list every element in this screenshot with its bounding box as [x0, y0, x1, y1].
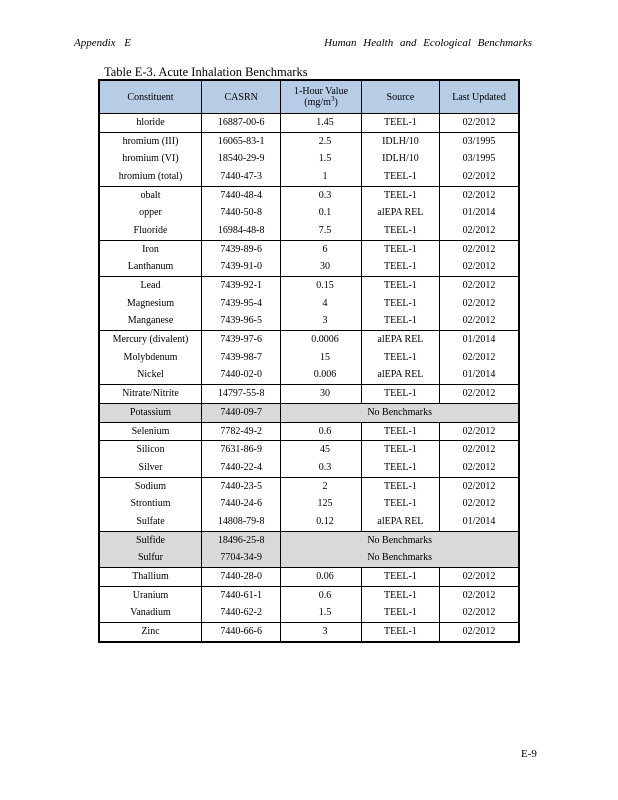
- cell-updated: 02/2012: [440, 240, 519, 258]
- cell-value: 0.3: [281, 459, 361, 477]
- cell-updated: 01/2014: [440, 367, 519, 385]
- cell-casrn: 7439-98-7: [201, 349, 280, 367]
- col-header-constituent: Constituent: [99, 80, 201, 114]
- table-row: [99, 550, 519, 568]
- cell-value: 1: [281, 168, 361, 186]
- cell-source: IDLH/10: [361, 150, 439, 168]
- cell-updated: 02/2012: [440, 295, 519, 313]
- cell-value: 0.15: [281, 277, 361, 295]
- cell-casrn: 7439-91-0: [201, 259, 280, 277]
- cell-constituent: Iron: [99, 240, 201, 258]
- acute-inhalation-benchmarks-table: [98, 79, 520, 643]
- cell-value: 45: [281, 441, 361, 459]
- cell-source: TEEL-1: [361, 114, 439, 133]
- cell-constituent: Fluoride: [99, 222, 201, 240]
- table-row: [99, 623, 519, 642]
- cell-updated: 02/2012: [440, 222, 519, 240]
- cell-value: 30: [281, 385, 361, 404]
- cell-source: alEPA REL: [361, 367, 439, 385]
- cell-casrn: 7440-62-2: [201, 605, 280, 623]
- cell-source: TEEL-1: [361, 349, 439, 367]
- cell-source: TEEL-1: [361, 186, 439, 204]
- cell-value: 7.5: [281, 222, 361, 240]
- cell-casrn: 7440-61-1: [201, 586, 280, 604]
- cell-value: 1.5: [281, 150, 361, 168]
- col-header-source: Source: [361, 80, 439, 114]
- table-header-row: [99, 80, 519, 114]
- table-row: [99, 150, 519, 168]
- cell-value: 1.45: [281, 114, 361, 133]
- cell-casrn: 16984-48-8: [201, 222, 280, 240]
- cell-updated: 03/1995: [440, 150, 519, 168]
- table-row: [99, 586, 519, 604]
- cell-casrn: 7631-86-9: [201, 441, 280, 459]
- cell-casrn: 14808-79-8: [201, 513, 280, 531]
- cell-value: 3: [281, 313, 361, 331]
- cell-updated: 01/2014: [440, 204, 519, 222]
- table-row: [99, 367, 519, 385]
- cell-no-benchmarks: No Benchmarks: [281, 404, 519, 423]
- cell-constituent: Silver: [99, 459, 201, 477]
- cell-source: alEPA REL: [361, 331, 439, 349]
- cell-value: 0.006: [281, 367, 361, 385]
- cell-updated: 02/2012: [440, 349, 519, 367]
- cell-constituent: Manganese: [99, 313, 201, 331]
- cell-updated: 02/2012: [440, 168, 519, 186]
- table-row: [99, 222, 519, 240]
- cell-casrn: 7440-02-0: [201, 367, 280, 385]
- cell-source: TEEL-1: [361, 477, 439, 495]
- cell-casrn: 7782-49-2: [201, 422, 280, 441]
- cell-casrn: 7439-96-5: [201, 313, 280, 331]
- unit-exponent: 3: [330, 95, 335, 103]
- cell-value: 0.12: [281, 513, 361, 531]
- cell-value: 0.1: [281, 204, 361, 222]
- table-row: [99, 277, 519, 295]
- cell-value: 4: [281, 295, 361, 313]
- cell-casrn: 7439-89-6: [201, 240, 280, 258]
- cell-updated: 02/2012: [440, 277, 519, 295]
- table-row: [99, 331, 519, 349]
- header-appendix: Appendix E: [74, 37, 132, 49]
- cell-casrn: 7439-92-1: [201, 277, 280, 295]
- table-row: [99, 459, 519, 477]
- cell-source: alEPA REL: [361, 204, 439, 222]
- table-row: [99, 385, 519, 404]
- cell-constituent: Lanthanum: [99, 259, 201, 277]
- cell-constituent: obalt: [99, 186, 201, 204]
- cell-source: TEEL-1: [361, 222, 439, 240]
- cell-casrn: 7440-28-0: [201, 568, 280, 587]
- cell-casrn: 7440-47-3: [201, 168, 280, 186]
- table-row: [99, 441, 519, 459]
- cell-constituent: Sulfur: [99, 550, 201, 568]
- cell-constituent: Selenium: [99, 422, 201, 441]
- cell-constituent: hromium (VI): [99, 150, 201, 168]
- cell-casrn: 18540-29-9: [201, 150, 280, 168]
- cell-constituent: Sodium: [99, 477, 201, 495]
- col-header-value-unit: [304, 97, 338, 108]
- cell-updated: 02/2012: [440, 568, 519, 587]
- cell-value: 0.3: [281, 186, 361, 204]
- cell-updated: 02/2012: [440, 441, 519, 459]
- cell-updated: 02/2012: [440, 259, 519, 277]
- cell-constituent: Lead: [99, 277, 201, 295]
- table-row: [99, 114, 519, 133]
- col-header-casrn: CASRN: [201, 80, 280, 114]
- cell-value: 3: [281, 623, 361, 642]
- cell-updated: 02/2012: [440, 623, 519, 642]
- cell-casrn: 7440-22-4: [201, 459, 280, 477]
- cell-value: 0.06: [281, 568, 361, 587]
- cell-constituent: Sulfate: [99, 513, 201, 531]
- cell-source: TEEL-1: [361, 277, 439, 295]
- cell-constituent: Strontium: [99, 495, 201, 513]
- col-header-value-label: 1-Hour Value: [294, 86, 349, 97]
- cell-casrn: 7440-66-6: [201, 623, 280, 642]
- cell-casrn: 7440-09-7: [201, 404, 280, 423]
- table-row: [99, 313, 519, 331]
- cell-source: TEEL-1: [361, 385, 439, 404]
- cell-constituent: Mercury (divalent): [99, 331, 201, 349]
- cell-constituent: hloride: [99, 114, 201, 133]
- cell-updated: 02/2012: [440, 495, 519, 513]
- cell-source: TEEL-1: [361, 495, 439, 513]
- cell-value: 0.0006: [281, 331, 361, 349]
- table-row: [99, 168, 519, 186]
- table-row: [99, 422, 519, 441]
- cell-constituent: hromium (total): [99, 168, 201, 186]
- cell-value: 1.5: [281, 605, 361, 623]
- cell-source: IDLH/10: [361, 132, 439, 150]
- cell-constituent: Silicon: [99, 441, 201, 459]
- cell-source: TEEL-1: [361, 441, 439, 459]
- col-header-updated: Last Updated: [440, 80, 519, 114]
- table-row: [99, 186, 519, 204]
- table-row: [99, 495, 519, 513]
- cell-constituent: Nickel: [99, 367, 201, 385]
- cell-value: 30: [281, 259, 361, 277]
- cell-updated: 02/2012: [440, 385, 519, 404]
- cell-value: 0.6: [281, 422, 361, 441]
- cell-constituent: Zinc: [99, 623, 201, 642]
- cell-casrn: 7439-97-6: [201, 331, 280, 349]
- cell-value: 2: [281, 477, 361, 495]
- table-row: [99, 240, 519, 258]
- cell-source: TEEL-1: [361, 240, 439, 258]
- page-number: E-9: [521, 748, 537, 760]
- cell-updated: 02/2012: [440, 605, 519, 623]
- table-row: [99, 259, 519, 277]
- table-row: [99, 132, 519, 150]
- cell-no-benchmarks: No Benchmarks: [281, 531, 519, 549]
- cell-updated: 03/1995: [440, 132, 519, 150]
- cell-constituent: Magnesium: [99, 295, 201, 313]
- cell-casrn: 18496-25-8: [201, 531, 280, 549]
- cell-constituent: Nitrate/Nitrite: [99, 385, 201, 404]
- cell-constituent: hromium (III): [99, 132, 201, 150]
- table-row: [99, 477, 519, 495]
- table-body: [99, 114, 519, 642]
- cell-casrn: 16887-00-6: [201, 114, 280, 133]
- cell-source: TEEL-1: [361, 168, 439, 186]
- cell-value: 2.5: [281, 132, 361, 150]
- cell-casrn: 7440-23-5: [201, 477, 280, 495]
- cell-updated: 01/2014: [440, 331, 519, 349]
- table-row: [99, 568, 519, 587]
- cell-casrn: 7439-95-4: [201, 295, 280, 313]
- table-row: [99, 295, 519, 313]
- unit-suffix: ): [334, 97, 338, 108]
- table-row: [99, 605, 519, 623]
- cell-casrn: 7704-34-9: [201, 550, 280, 568]
- cell-constituent: Thallium: [99, 568, 201, 587]
- cell-constituent: Molybdenum: [99, 349, 201, 367]
- cell-updated: 01/2014: [440, 513, 519, 531]
- table-row: [99, 404, 519, 423]
- cell-constituent: Vanadium: [99, 605, 201, 623]
- cell-casrn: 14797-55-8: [201, 385, 280, 404]
- cell-constituent: Sulfide: [99, 531, 201, 549]
- table-row: [99, 349, 519, 367]
- cell-source: TEEL-1: [361, 459, 439, 477]
- cell-constituent: Uranium: [99, 586, 201, 604]
- cell-source: TEEL-1: [361, 422, 439, 441]
- cell-constituent: Potassium: [99, 404, 201, 423]
- cell-casrn: 7440-50-8: [201, 204, 280, 222]
- cell-source: TEEL-1: [361, 259, 439, 277]
- cell-updated: 02/2012: [440, 477, 519, 495]
- unit-prefix: (mg/m: [304, 97, 331, 108]
- cell-updated: 02/2012: [440, 459, 519, 477]
- running-header: [74, 37, 532, 51]
- cell-updated: 02/2012: [440, 313, 519, 331]
- cell-constituent: opper: [99, 204, 201, 222]
- cell-casrn: 7440-24-6: [201, 495, 280, 513]
- cell-updated: 02/2012: [440, 186, 519, 204]
- cell-source: TEEL-1: [361, 568, 439, 587]
- col-header-value: [281, 80, 361, 114]
- cell-value: 125: [281, 495, 361, 513]
- table-row: [99, 513, 519, 531]
- cell-casrn: 7440-48-4: [201, 186, 280, 204]
- table-caption: Table E-3. Acute Inhalation Benchmarks: [104, 65, 308, 79]
- table-row: [99, 531, 519, 549]
- cell-source: TEEL-1: [361, 605, 439, 623]
- cell-value: 0.6: [281, 586, 361, 604]
- cell-source: TEEL-1: [361, 295, 439, 313]
- cell-source: TEEL-1: [361, 586, 439, 604]
- cell-updated: 02/2012: [440, 586, 519, 604]
- cell-source: TEEL-1: [361, 313, 439, 331]
- table-row: [99, 204, 519, 222]
- cell-value: 15: [281, 349, 361, 367]
- cell-updated: 02/2012: [440, 422, 519, 441]
- cell-value: 6: [281, 240, 361, 258]
- cell-source: TEEL-1: [361, 623, 439, 642]
- cell-casrn: 16065-83-1: [201, 132, 280, 150]
- cell-updated: 02/2012: [440, 114, 519, 133]
- header-title: Human Health and Ecological Benchmarks: [324, 37, 532, 49]
- cell-source: alEPA REL: [361, 513, 439, 531]
- cell-no-benchmarks: No Benchmarks: [281, 550, 519, 568]
